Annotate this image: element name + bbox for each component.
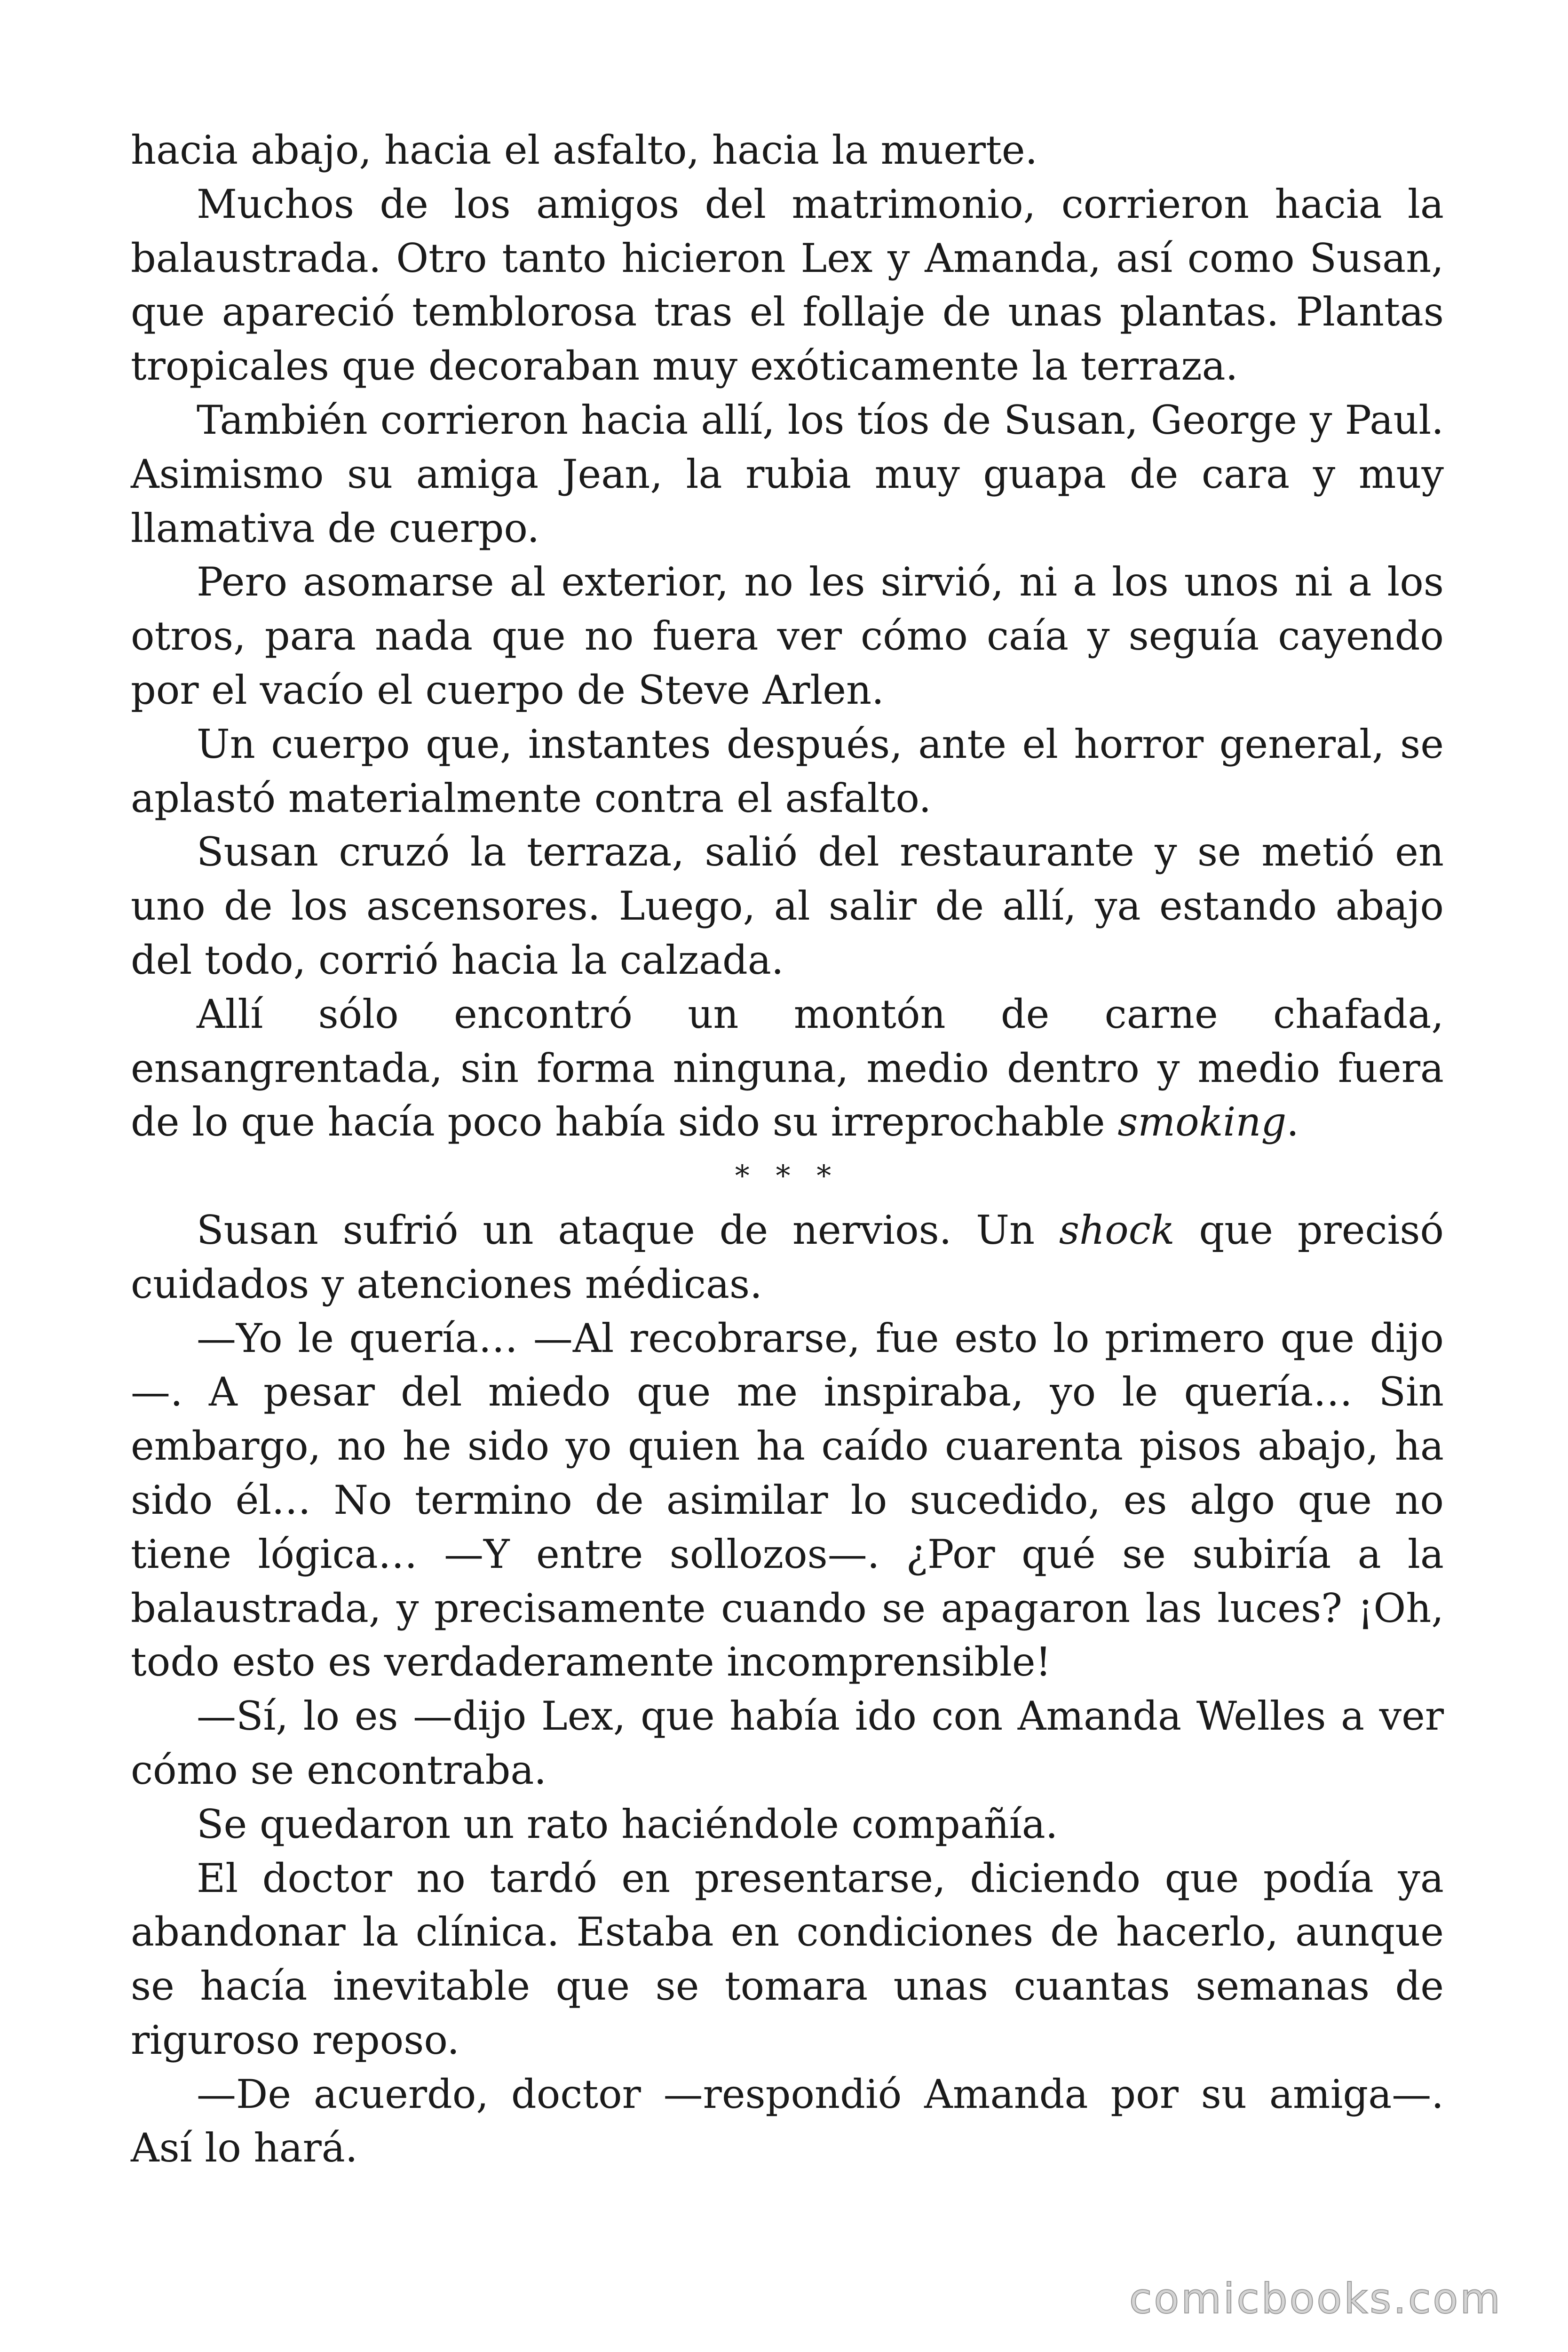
text-run: El doctor no tardó en presentarse, diciendo que podía ya abandonar la clínica. Estaba en condiciones de hacerlo, aunque se hacía inevitable que se tomara unas cuantas semanas de riguroso reposo. <box>131 1855 1444 2063</box>
text-run: Un cuerpo que, instantes después, ante el horror general, se aplastó materialmente contra el asfalto. <box>131 721 1444 821</box>
paragraph <box>131 2067 1444 2176</box>
text-run: —Yo le quería… —Al recobrarse, fue esto lo primero que dijo—. A pesar del miedo que me inspiraba, yo le quería… Sin embargo, no he sido yo quien ha caído cuarenta pisos abajo, ha sido él… No termino de asimilar lo sucedido, es algo que no tiene lógica… —Y entre sollozos—. ¿Por qué se subiría a la balaustrada, y precisamente cuando se apagaron las luces? ¡Oh, todo esto es verdaderamente incomprensible! <box>131 1315 1444 1685</box>
paragraph <box>131 123 1444 177</box>
text-run: También corrieron hacia allí, los tíos de Susan, George y Paul. Asimismo su amiga Jean, la rubia muy guapa de cara y muy llamativa de cuerpo. <box>131 397 1444 551</box>
text-run: Susan cruzó la terraza, salió del restaurante y se metió en uno de los ascensores. Luego, al salir de allí, ya estando abajo del todo, corrió hacia la calzada. <box>131 829 1444 983</box>
italic-term: shock <box>1059 1207 1175 1253</box>
text-run: Muchos de los amigos del matrimonio, corrieron hacia la balaustrada. Otro tanto hicieron Lex y Amanda, así como Susan, que apareció temblorosa tras el follaje de unas plantas. Plantas tropicales que decoraban muy exóticamente la terraza. <box>131 181 1444 389</box>
text-run: Se quedaron un rato haciéndole compañía. <box>197 1801 1058 1847</box>
text-run: . <box>1286 1099 1299 1145</box>
watermark: comicbooks.com <box>1129 2274 1502 2323</box>
paragraph <box>131 1851 1444 2067</box>
paragraph <box>131 1689 1444 1797</box>
text-run: Pero asomarse al exterior, no les sirvió, ni a los unos ni a los otros, para nada que no fuera ver cómo caía y seguía cayendo por el vacío el cuerpo de Steve Arlen. <box>131 559 1444 713</box>
paragraph <box>131 177 1444 393</box>
body-text <box>131 123 1444 2175</box>
text-run: que precisó cuidados y atenciones médicas. <box>131 1207 1444 1307</box>
paragraph <box>131 825 1444 987</box>
text-run: —De acuerdo, doctor —respondió Amanda por su amiga—. Así lo hará. <box>131 2071 1444 2171</box>
paragraph <box>131 717 1444 826</box>
paragraph <box>131 987 1444 1149</box>
text-run: Susan sufrió un ataque de nervios. Un <box>197 1207 1059 1253</box>
paragraph <box>131 1797 1444 1851</box>
text-run: —Sí, lo es —dijo Lex, que había ido con Amanda Welles a ver cómo se encontraba. <box>131 1693 1444 1793</box>
text-run: Allí sólo encontró un montón de carne chafada, ensangrentada, sin forma ninguna, medio dentro y medio fuera de lo que hacía poco había sido su irreprochable <box>131 991 1444 1145</box>
paragraph <box>131 1311 1444 1690</box>
text-run: hacia abajo, hacia el asfalto, hacia la muerte. <box>131 127 1038 173</box>
paragraph <box>131 1203 1444 1311</box>
paragraph <box>131 555 1444 717</box>
text-run: * * * <box>735 1159 840 1193</box>
italic-term: smoking <box>1117 1099 1287 1145</box>
paragraph <box>131 393 1444 555</box>
section-separator <box>131 1149 1444 1203</box>
